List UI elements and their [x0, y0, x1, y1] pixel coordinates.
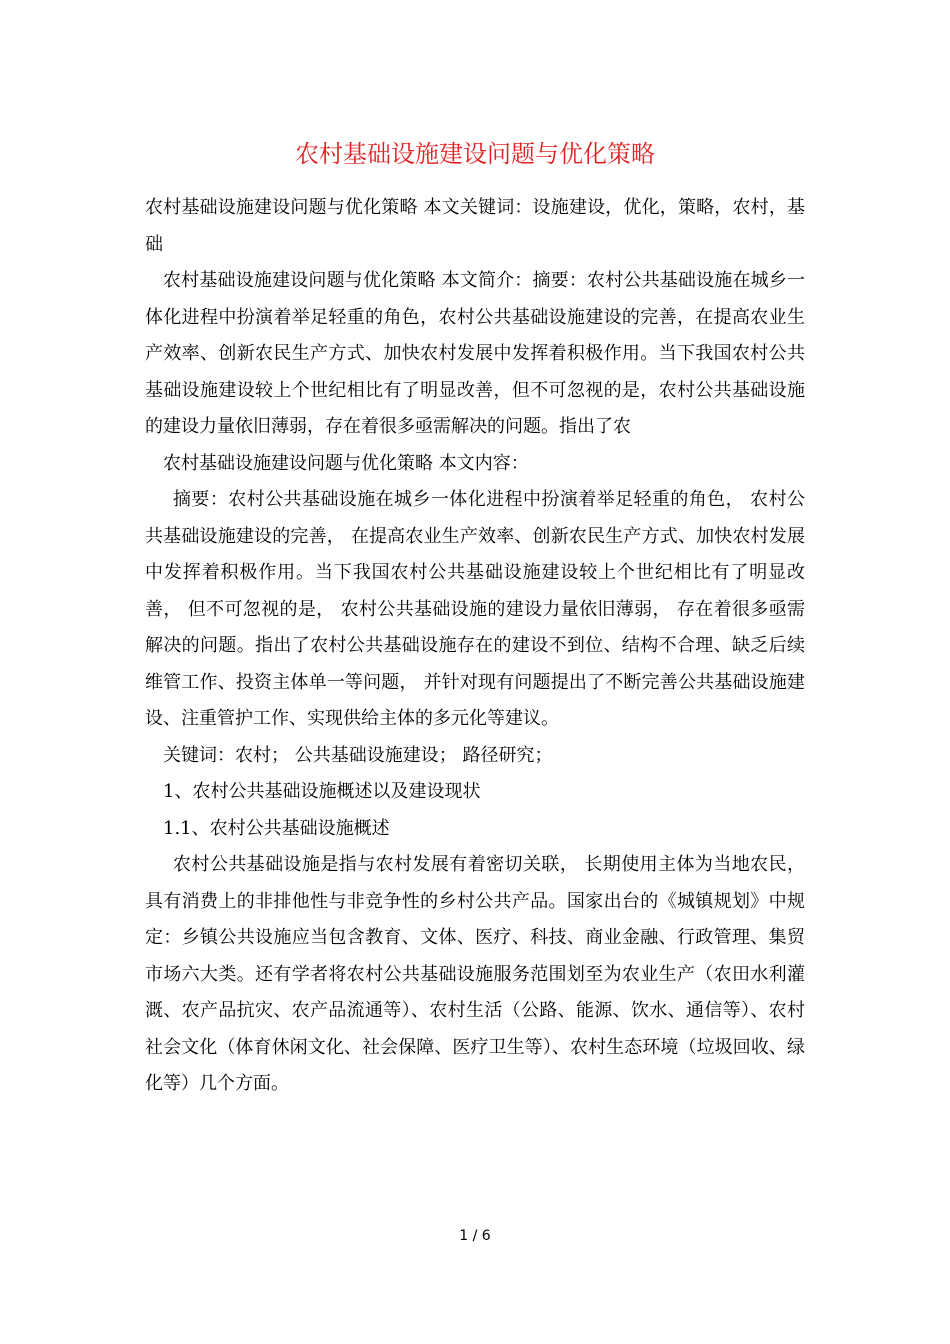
document-body [145, 190, 805, 1103]
page-number: 1 / 6 [459, 1228, 491, 1244]
keywords-paragraph: 农村基础设施建设问题与优化策略 本文关键词：设施建设，优化，策略，农村，基础 [145, 197, 805, 255]
document-title: 农村基础设施建设问题与优化策略 [295, 140, 655, 168]
definition-paragraph: 农村公共基础设施是指与农村发展有着密切关联， 长期使用主体为当地农民，具有消费上的非排他性与非竞争性的乡村公共产品。国家出台的《城镇规划》中规定：乡镇公共设施应当包含教育、文体、医疗、科技、商业金融、行政管理、集贸市场六大类。还有学者将农村公共基础设施服务范围划至为农业生产（农田水利灌溉、农产品抗灾、农产品流通等）、农村生活（公路、能源、饮水、通信等）、农村社会文化（体育休闲文化、社会保障、医疗卫生等）、农村生态环境（垃圾回收、绿化等）几个方面。 [145, 854, 805, 1094]
keyword-list-paragraph: 关键词：农村； 公共基础设施建设； 路径研究； [163, 744, 553, 766]
subsection-heading: 1.1、农村公共基础设施概述 [163, 817, 390, 839]
section-heading: 1、农村公共基础设施概述以及建设现状 [163, 781, 481, 802]
summary-paragraph: 农村基础设施建设问题与优化策略 本文简介：摘要：农村公共基础设施在城乡一体化进程中扮演着举足轻重的角色，农村公共基础设施建设的完善，在提高农业生产效率、创新农民生产方式、加快农村发展中发挥着积极作用。当下我国农村公共基础设施建设较上个世纪相比有了明显改善，但不可忽视的是，农村公共基础设施的建设力量依旧薄弱，存在着很多亟需解决的问题。指出了农 [145, 270, 805, 437]
content-heading-paragraph: 农村基础设施建设问题与优化策略 本文内容： [163, 452, 529, 474]
abstract-paragraph: 摘要：农村公共基础设施在城乡一体化进程中扮演着举足轻重的角色， 农村公共基础设施建设的完善， 在提高农业生产效率、创新农民生产方式、加快农村发展中发挥着积极作用。当下我国农村公共基础设施建设较上个世纪相比有了明显改善， 但不可忽视的是， 农村公共基础设施的建设力量依旧薄弱， 存在着很多亟需解决的问题。指出了农村公共基础设施存在的建设不到位、结构不合理、缺乏后续维管工作、投资主体单一等问题， 并针对现有问题提出了不断完善公共基础设施建设、注重管护工作、实现供给主体的多元化等建议。 [145, 489, 805, 729]
